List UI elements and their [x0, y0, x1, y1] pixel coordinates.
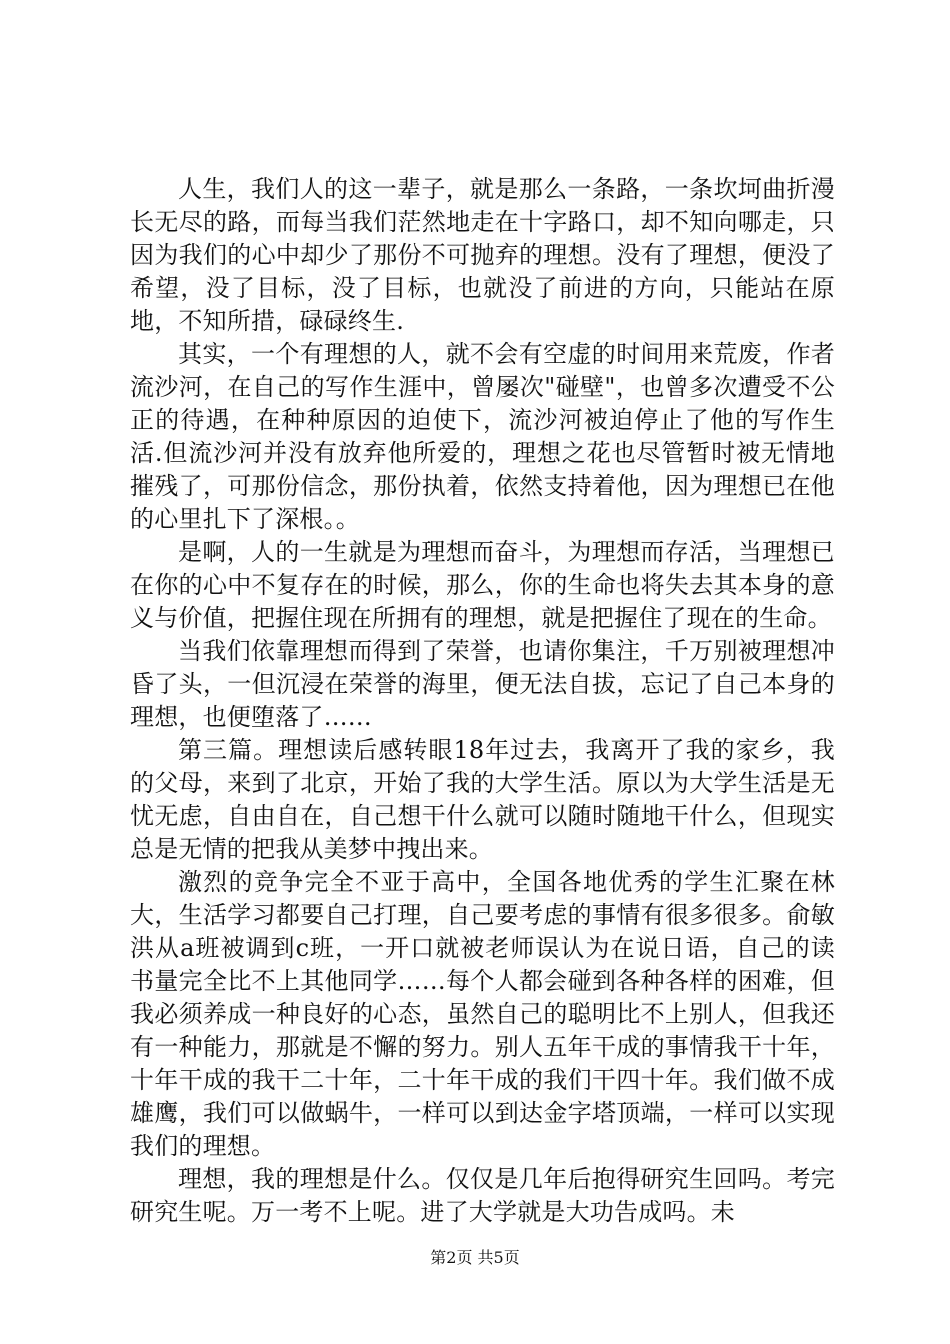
- paragraph: 其实，一个有理想的人，就不会有空虚的时间用来荒废，作者流沙河，在自己的写作生涯中，曾屡次"碰壁"，也曾多次遭受不公正的待遇，在种种原因的迫使下，流沙河被迫停止了他的写作生活.但流沙河并没有放弃他所爱的，理想之花也尽管暂时被无情地摧残了，可那份信念，那份执着，依然支持着他，因为理想已在他的心里扎下了深根。。: [130, 340, 835, 533]
- page-footer: [0, 1245, 950, 1268]
- document-body: [130, 173, 835, 1229]
- paragraph: 激烈的竞争完全不亚于高中，全国各地优秀的学生汇聚在林大，生活学习都要自己打理，自己要考虑的事情有很多很多。俞敏洪从a班被调到c班，一开口就被老师误认为在说日语，自己的读书量完全比不上其他同学……每个人都会碰到各种各样的困难，但我必须养成一种良好的心态，虽然自己的聪明比不上别人，但我还有一种能力，那就是不懈的努力。别人五年干成的事情我干十年，十年干成的我干二十年，二十年干成的我们干四十年。我们做不成雄鹰，我们可以做蜗牛，一样可以到达金字塔顶端，一样可以实现我们的理想。: [130, 868, 835, 1160]
- paragraph: 是啊，人的一生就是为理想而奋斗，为理想而存活，当理想已在你的心中不复存在的时候，那么，你的生命也将失去其本身的意义与价值，把握住现在所拥有的理想，就是把握住了现在的生命。: [130, 538, 835, 632]
- paragraph: 第三篇。理想读后感转眼18年过去，我离开了我的家乡，我的父母，来到了北京，开始了我的大学生活。原以为大学生活是无忧无虑，自由自在，自己想干什么就可以随时随地干什么，但现实总是无情的把我从美梦中拽出来。: [130, 736, 835, 863]
- page-number-label: 第2页 共5页: [430, 1248, 520, 1267]
- paragraph: 理想，我的理想是什么。仅仅是几年后抱得研究生回吗。考完研究生呢。万一考不上呢。进了大学就是大功告成吗。未: [130, 1165, 835, 1226]
- paragraph: 人生，我们人的这一辈子，就是那么一条路，一条坎坷曲折漫长无尽的路，而每当我们茫然地走在十字路口，却不知向哪走，只因为我们的心中却少了那份不可抛弃的理想。没有了理想，便没了希望，没了目标，没了目标，也就没了前进的方向，只能站在原地，不知所措，碌碌终生.: [130, 175, 835, 335]
- paragraph: 当我们依靠理想而得到了荣誉，也请你集注，千万别被理想冲昏了头，一但沉浸在荣誉的海里，便无法自拔，忘记了自己本身的理想，也便堕落了……: [130, 637, 835, 731]
